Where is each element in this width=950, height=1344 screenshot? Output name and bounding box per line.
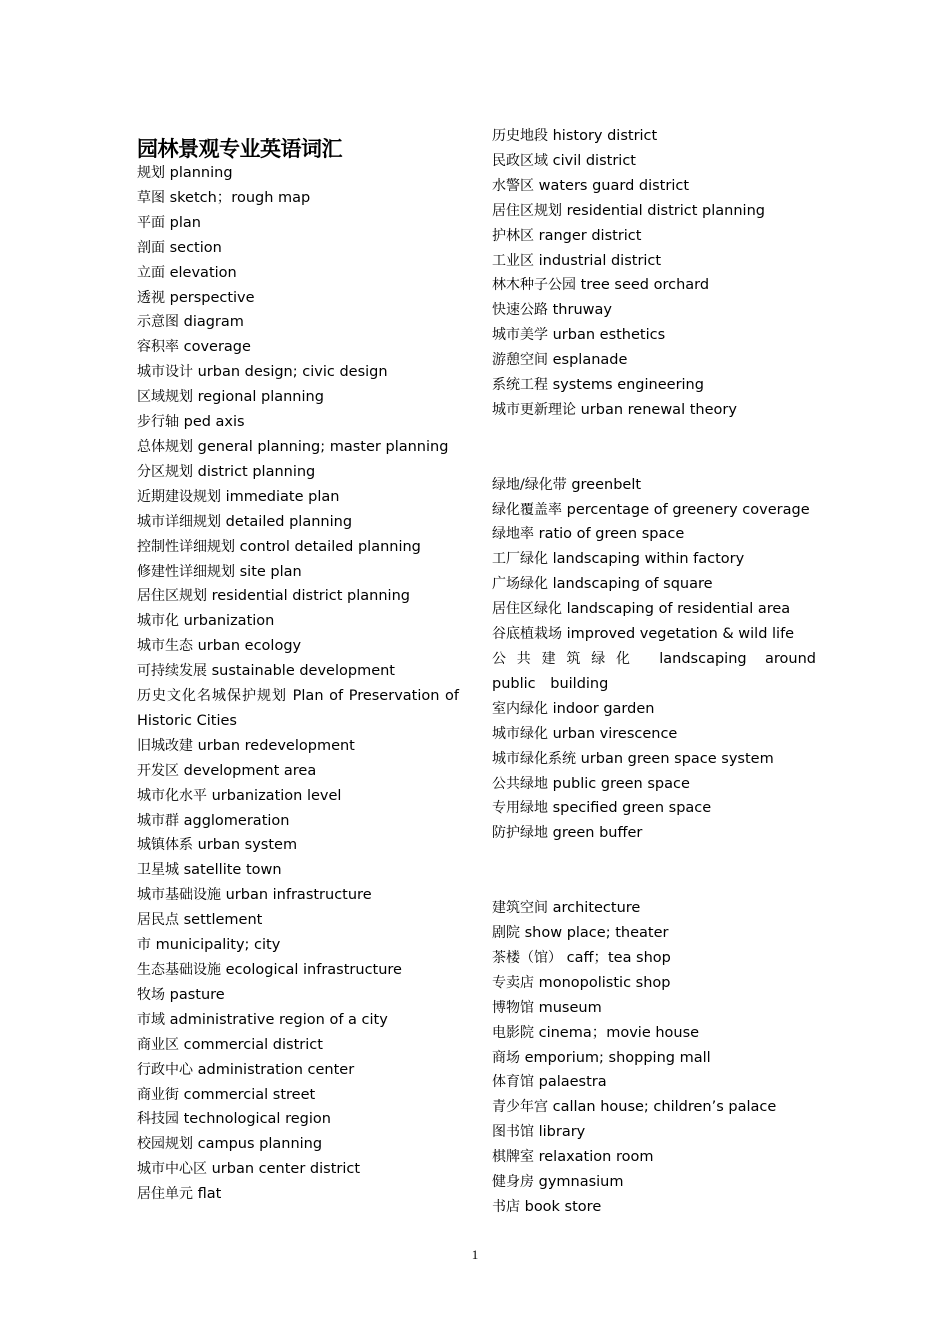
chinese-term: 广场绿化 xyxy=(492,576,548,593)
chinese-term: 室内绿化 xyxy=(492,700,548,717)
english-term: greenbelt xyxy=(571,476,642,493)
vocab-entry xyxy=(137,584,459,609)
english-term: flat xyxy=(197,1186,222,1203)
vocab-entry xyxy=(137,933,459,958)
chinese-term: 书店 xyxy=(492,1198,520,1215)
chinese-term: 示意图 xyxy=(137,314,179,331)
english-term: landscaping of square xyxy=(552,576,713,593)
chinese-term: 城市基础设施 xyxy=(137,887,221,904)
chinese-term: 绿化覆盖率 xyxy=(492,501,562,518)
english-term: municipality; city xyxy=(155,937,281,954)
chinese-term: 公共绿地 xyxy=(492,775,548,792)
vocab-entry xyxy=(137,435,459,460)
section-gap xyxy=(492,423,816,473)
vocab-entry xyxy=(137,1132,459,1157)
vocab-entry xyxy=(137,1182,459,1207)
chinese-term: 可持续发展 xyxy=(137,663,207,680)
vocab-entry xyxy=(137,609,459,634)
english-term: emporium; shopping mall xyxy=(524,1049,711,1066)
english-term: architecture xyxy=(552,900,641,917)
chinese-term: 历史文化名城保护规划 xyxy=(137,688,288,705)
architecture-vocabulary-list xyxy=(492,896,816,1220)
vocab-entry xyxy=(137,1008,459,1033)
vocab-entry xyxy=(492,249,816,274)
english-term: indoor garden xyxy=(552,700,655,717)
vocab-entry xyxy=(137,759,459,784)
vocab-entry xyxy=(492,199,816,224)
vocab-entry xyxy=(492,971,816,996)
chinese-term: 居住区规划 xyxy=(492,202,562,219)
chinese-term: 护林区 xyxy=(492,227,534,244)
vocab-entry xyxy=(492,174,816,199)
chinese-term: 居住区绿化 xyxy=(492,601,562,618)
chinese-term: 电影院 xyxy=(492,1024,534,1041)
vocab-entry xyxy=(137,510,459,535)
chinese-term: 博物馆 xyxy=(492,999,534,1016)
english-term: book store xyxy=(524,1198,602,1215)
english-term: diagram xyxy=(183,314,244,331)
vocab-entry xyxy=(137,858,459,883)
chinese-term: 开发区 xyxy=(137,762,179,779)
vocab-entry xyxy=(137,360,459,385)
english-term: section xyxy=(169,239,222,256)
vocab-entry xyxy=(492,522,816,547)
english-term: district planning xyxy=(197,463,316,480)
english-term: urban redevelopment xyxy=(197,737,355,754)
english-term: pasture xyxy=(169,986,225,1003)
vocab-entry xyxy=(492,747,816,772)
english-term: industrial district xyxy=(538,252,662,269)
vocab-entry xyxy=(137,908,459,933)
vocab-entry xyxy=(137,634,459,659)
english-term: coverage xyxy=(183,339,251,356)
chinese-term: 校园规划 xyxy=(137,1136,193,1153)
vocab-entry xyxy=(492,996,816,1021)
english-term: commercial street xyxy=(183,1086,316,1103)
vocab-entry xyxy=(492,547,816,572)
chinese-term: 工厂绿化 xyxy=(492,551,548,568)
chinese-term: 水警区 xyxy=(492,177,534,194)
chinese-term: 科技园 xyxy=(137,1111,179,1128)
english-term: ratio of green space xyxy=(538,526,685,543)
vocab-entry xyxy=(492,1195,816,1220)
chinese-term: 居民点 xyxy=(137,912,179,929)
chinese-term: 图书馆 xyxy=(492,1124,534,1141)
vocab-entry xyxy=(492,1070,816,1095)
english-term: ecological infrastructure xyxy=(225,962,402,978)
vocab-entry xyxy=(137,784,459,809)
chinese-term: 修建性详细规划 xyxy=(137,563,235,580)
vocab-entry xyxy=(492,348,816,373)
chinese-term: 平面 xyxy=(137,214,165,231)
english-term: landscaping of residential area xyxy=(566,601,791,618)
english-term: satellite town xyxy=(183,862,282,879)
chinese-term: 商业区 xyxy=(137,1036,179,1053)
chinese-term: 青少年宫 xyxy=(492,1099,548,1116)
chinese-term: 规划 xyxy=(137,165,165,181)
chinese-term: 城市设计 xyxy=(137,364,193,381)
vocab-entry xyxy=(492,1021,816,1046)
chinese-term: 市域 xyxy=(137,1011,165,1028)
vocab-entry xyxy=(492,398,816,423)
chinese-term: 居住单元 xyxy=(137,1186,193,1203)
english-term: history district xyxy=(552,128,658,144)
chinese-term: 区域规划 xyxy=(137,389,193,406)
chinese-term: 商场 xyxy=(492,1049,520,1066)
vocab-entry xyxy=(492,921,816,946)
english-term: urbanization level xyxy=(211,787,342,804)
vocab-entry xyxy=(492,572,816,597)
chinese-term: 分区规划 xyxy=(137,463,193,480)
vocab-entry xyxy=(137,1157,459,1182)
vocab-entry xyxy=(137,809,459,834)
english-term: cinema；movie house xyxy=(538,1024,700,1041)
english-term: urban ecology xyxy=(197,638,302,655)
english-term: public green space xyxy=(552,775,690,792)
vocab-entry xyxy=(137,161,459,186)
english-term: urban infrastructure xyxy=(225,887,372,904)
chinese-term: 生态基础设施 xyxy=(137,962,221,978)
vocab-entry xyxy=(137,261,459,286)
vocab-entry xyxy=(492,946,816,971)
vocab-entry xyxy=(492,722,816,747)
vocab-entry xyxy=(137,410,459,435)
vocab-entry xyxy=(492,373,816,398)
page-number: 1 xyxy=(471,1247,479,1262)
english-term: civil district xyxy=(552,152,636,169)
chinese-term: 游憩空间 xyxy=(492,352,548,369)
english-term: thruway xyxy=(552,302,612,319)
district-vocabulary-list xyxy=(492,124,816,423)
right-column xyxy=(492,124,816,1220)
english-term: relaxation room xyxy=(538,1149,654,1166)
chinese-term: 绿地/绿化带 xyxy=(492,476,567,493)
vocab-entry xyxy=(492,697,816,722)
vocab-entry xyxy=(492,124,816,149)
chinese-term: 市 xyxy=(137,937,151,954)
english-term: ped axis xyxy=(183,414,245,431)
chinese-term: 城市化水平 xyxy=(137,787,207,804)
chinese-term: 剖面 xyxy=(137,239,165,256)
page-title: 园林景观专业英语词汇 xyxy=(137,136,342,161)
section-gap xyxy=(492,846,816,896)
vocab-entry xyxy=(137,211,459,236)
chinese-term: 绿地率 xyxy=(492,526,534,543)
english-term: settlement xyxy=(183,912,263,929)
chinese-term: 城市化 xyxy=(137,613,179,630)
english-term: administration center xyxy=(197,1061,355,1078)
vocab-entry xyxy=(137,958,459,983)
chinese-term: 城市绿化系统 xyxy=(492,750,576,767)
vocab-entry xyxy=(137,560,459,585)
chinese-term: 棋牌室 xyxy=(492,1149,534,1166)
english-term: elevation xyxy=(169,264,237,281)
chinese-term: 草图 xyxy=(137,189,165,206)
english-term: site plan xyxy=(239,563,302,580)
chinese-term: 卫星城 xyxy=(137,862,179,879)
chinese-term: 城市绿化 xyxy=(492,725,548,742)
vocab-entry xyxy=(137,236,459,261)
chinese-term: 城市中心区 xyxy=(137,1161,207,1178)
english-term: sketch；rough map xyxy=(169,189,311,206)
vocab-entry xyxy=(492,224,816,249)
vocab-entry xyxy=(137,535,459,560)
chinese-term: 旧城改建 xyxy=(137,737,193,754)
chinese-term: 历史地段 xyxy=(492,128,548,144)
english-term: regional planning xyxy=(197,389,324,406)
english-term: monopolistic shop xyxy=(538,974,671,991)
vocab-entry xyxy=(137,310,459,335)
vocab-entry xyxy=(137,734,459,759)
english-term: show place; theater xyxy=(524,924,669,941)
chinese-term: 总体规划 xyxy=(137,438,193,455)
chinese-term: 公共建筑绿化 xyxy=(492,651,641,668)
vocab-entry xyxy=(492,149,816,174)
vocab-entry xyxy=(492,498,816,523)
vocab-entry xyxy=(492,473,816,498)
english-term: specified green space xyxy=(552,800,712,817)
vocab-entry xyxy=(492,796,816,821)
english-term: sustainable development xyxy=(211,663,395,680)
chinese-term: 居住区规划 xyxy=(137,588,207,605)
english-term: agglomeration xyxy=(183,812,290,829)
vocab-entry xyxy=(137,335,459,360)
vocab-entry xyxy=(137,883,459,908)
english-term: museum xyxy=(538,999,602,1016)
english-term: urban system xyxy=(197,837,298,854)
greenery-vocabulary-list xyxy=(492,473,816,847)
vocab-entry xyxy=(137,659,459,684)
vocab-entry xyxy=(137,1033,459,1058)
english-term: technological region xyxy=(183,1111,331,1128)
vocab-entry xyxy=(137,1107,459,1132)
vocab-entry xyxy=(492,772,816,797)
vocab-entry xyxy=(492,647,816,697)
english-term: control detailed planning xyxy=(239,538,421,555)
vocab-entry xyxy=(492,1170,816,1195)
vocab-entry xyxy=(137,1058,459,1083)
english-term: callan house; children’s palace xyxy=(552,1099,777,1116)
english-term: library xyxy=(538,1124,586,1141)
chinese-term: 谷底植栽场 xyxy=(492,626,562,643)
vocab-entry xyxy=(137,684,459,734)
chinese-term: 茶楼（馆） xyxy=(492,949,562,966)
english-term: tree seed orchard xyxy=(580,277,710,294)
english-term: landscaping within factory xyxy=(552,551,745,568)
english-term: green buffer xyxy=(552,825,643,842)
english-term: ranger district xyxy=(538,227,642,244)
english-term: campus planning xyxy=(197,1136,323,1153)
vocab-entry xyxy=(492,1095,816,1120)
chinese-term: 快速公路 xyxy=(492,302,548,319)
english-term: palaestra xyxy=(538,1074,607,1091)
english-term: detailed planning xyxy=(225,513,353,530)
english-term: urban esthetics xyxy=(552,327,666,344)
english-term: administrative region of a city xyxy=(169,1011,388,1028)
english-term: landscaping around public building xyxy=(492,651,816,692)
english-term: plan xyxy=(169,214,201,231)
english-term: gymnasium xyxy=(538,1174,624,1191)
vocab-entry xyxy=(137,1083,459,1108)
english-term: urban virescence xyxy=(552,725,678,742)
vocab-entry xyxy=(492,1046,816,1071)
vocab-entry xyxy=(137,186,459,211)
chinese-term: 城市更新理论 xyxy=(492,401,576,418)
english-term: development area xyxy=(183,762,317,779)
vocab-entry xyxy=(137,485,459,510)
vocab-entry xyxy=(137,833,459,858)
chinese-term: 牧场 xyxy=(137,986,165,1003)
english-term: urban design; civic design xyxy=(197,364,388,381)
chinese-term: 剧院 xyxy=(492,924,520,941)
english-term: caff；tea shop xyxy=(566,949,671,966)
chinese-term: 城市群 xyxy=(137,812,179,829)
vocab-entry xyxy=(492,1120,816,1145)
english-term: immediate plan xyxy=(225,488,340,505)
english-term: urban green space system xyxy=(580,750,774,767)
chinese-term: 透视 xyxy=(137,289,165,306)
chinese-term: 近期建设规划 xyxy=(137,488,221,505)
chinese-term: 控制性详细规划 xyxy=(137,538,235,555)
vocab-entry xyxy=(137,983,459,1008)
chinese-term: 防护绿地 xyxy=(492,825,548,842)
vocab-entry xyxy=(492,821,816,846)
vocab-entry xyxy=(492,298,816,323)
chinese-term: 工业区 xyxy=(492,252,534,269)
vocab-entry xyxy=(492,622,816,647)
chinese-term: 容积率 xyxy=(137,339,179,356)
vocab-entry xyxy=(137,460,459,485)
vocab-entry xyxy=(492,1145,816,1170)
english-term: Plan of Preservation of Historic Cities xyxy=(137,688,460,729)
english-term: urban center district xyxy=(211,1161,361,1178)
chinese-term: 城市详细规划 xyxy=(137,513,221,530)
english-term: residential district planning xyxy=(566,202,765,219)
chinese-term: 民政区域 xyxy=(492,152,548,169)
english-term: urban renewal theory xyxy=(580,401,737,418)
english-term: planning xyxy=(169,165,233,181)
vocab-entry xyxy=(137,385,459,410)
chinese-term: 林木种子公园 xyxy=(492,277,576,294)
chinese-term: 步行轴 xyxy=(137,414,179,431)
chinese-term: 城镇体系 xyxy=(137,837,193,854)
left-vocabulary-list xyxy=(137,161,459,1207)
chinese-term: 立面 xyxy=(137,264,165,281)
chinese-term: 城市生态 xyxy=(137,638,193,655)
english-term: general planning; master planning xyxy=(197,438,449,455)
english-term: residential district planning xyxy=(211,588,410,605)
left-column xyxy=(137,124,459,1207)
chinese-term: 健身房 xyxy=(492,1174,534,1191)
english-term: commercial district xyxy=(183,1036,323,1053)
english-term: esplanade xyxy=(552,352,628,369)
vocab-entry xyxy=(492,273,816,298)
english-term: urbanization xyxy=(183,613,275,630)
vocab-entry xyxy=(492,597,816,622)
chinese-term: 专卖店 xyxy=(492,974,534,991)
vocab-entry xyxy=(492,896,816,921)
chinese-term: 行政中心 xyxy=(137,1061,193,1078)
chinese-term: 系统工程 xyxy=(492,377,548,394)
english-term: systems engineering xyxy=(552,377,704,394)
english-term: perspective xyxy=(169,289,255,306)
english-term: percentage of greenery coverage xyxy=(566,501,810,518)
english-term: improved vegetation & wild life xyxy=(566,626,795,643)
chinese-term: 专用绿地 xyxy=(492,800,548,817)
chinese-term: 城市美学 xyxy=(492,327,548,344)
chinese-term: 体育馆 xyxy=(492,1074,534,1091)
chinese-term: 建筑空间 xyxy=(492,900,548,917)
vocab-entry xyxy=(137,286,459,311)
vocab-entry xyxy=(492,323,816,348)
english-term: waters guard district xyxy=(538,177,690,194)
chinese-term: 商业街 xyxy=(137,1086,179,1103)
